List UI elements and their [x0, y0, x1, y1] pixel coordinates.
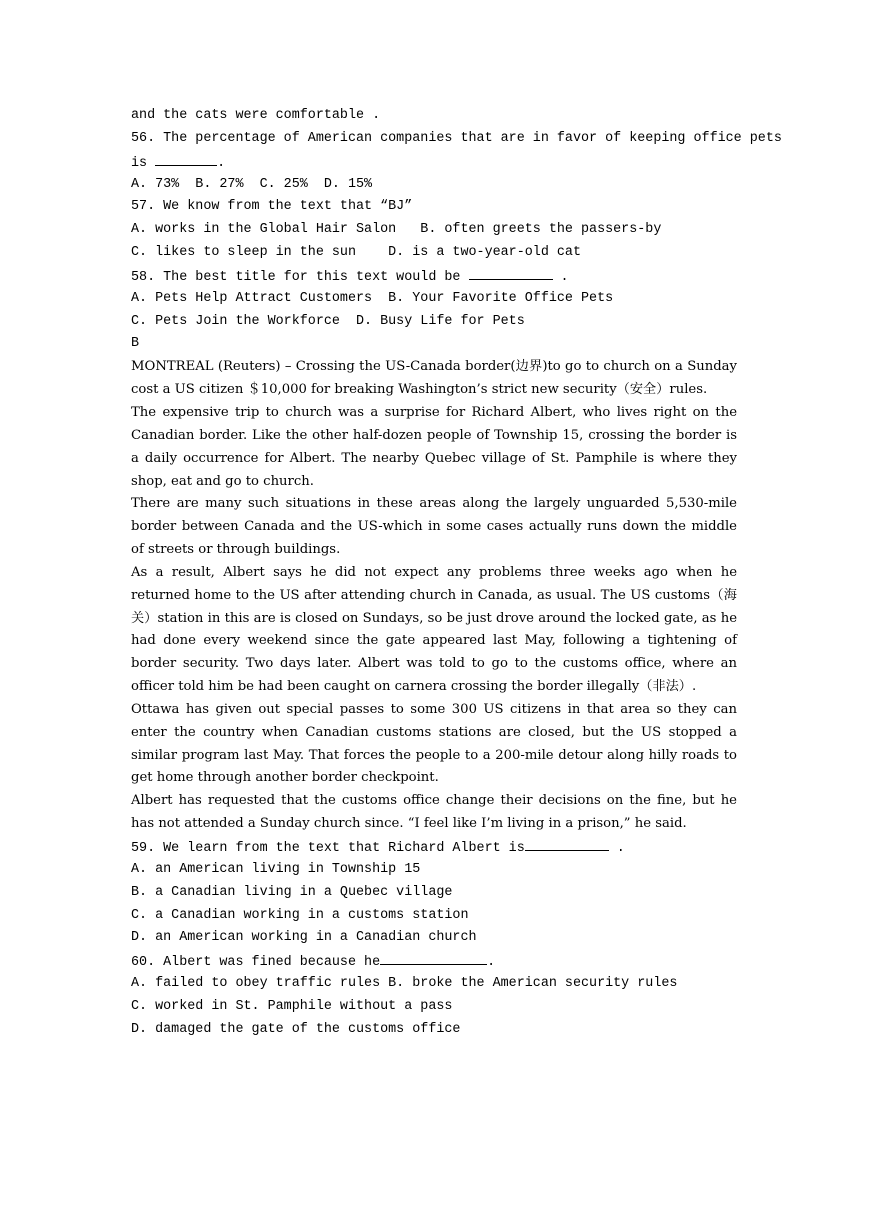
question-56-stem-end: .	[217, 155, 226, 171]
answer-blank-59	[525, 836, 609, 851]
passage-paragraph-4: As a result, Albert says he did not expect any problems three weeks ago when he returned home to the US after attending church in Canada, as usual. The US customs（海关）station in this are is closed on Sundays, so be just drove around the locked gate, as he had done every weekend since the gate appeared last May, following a tightening of border security. Two days later. Albert was told to go to the customs office, where an officer told him be had been caught on carnera crossing the border illegally（非法）.	[131, 564, 737, 695]
question-56-stem-continued	[131, 151, 737, 174]
question-59-stem-end: .	[608, 841, 625, 856]
question-60-stem	[131, 950, 737, 973]
question-60-stem-end: .	[487, 955, 496, 971]
passage-paragraph-2: The expensive trip to church was a surprise for Richard Albert, who lives right on the Canadian border. Like the other half-dozen people of Township 15, crossing the border is a daily occurrence for Albert. The nearby Quebec village of St. Pamphile is where they shop, eat and go to church.	[131, 404, 737, 489]
answer-blank-56	[155, 151, 217, 166]
question-58-stem-end: .	[552, 269, 569, 285]
question-59-option-c: C. a Canadian working in a customs station	[131, 907, 469, 923]
question-56-stem-text: is	[131, 155, 156, 171]
question-58-stem-text: 58. The best title for this text would be	[131, 269, 469, 285]
question-56-options: A. 73% B. 27% C. 25% D. 15%	[131, 176, 373, 192]
answer-blank-58	[469, 265, 553, 280]
passage-paragraph-3: There are many such situations in these areas along the largely unguarded 5,530-mile border between Canada and the US-which in some cases actually runs down the middle of streets or through buildings.	[131, 496, 737, 558]
question-58-options-1: A. Pets Help Attract Customers B. Your Favorite Office Pets	[131, 290, 614, 306]
question-60-option-c: C. worked in St. Pamphile without a pass	[131, 998, 453, 1014]
question-58-options-2: C. Pets Join the Workforce D. Busy Life for Pets	[131, 313, 525, 329]
question-57-stem: 57. We know from the text that “BJ”	[131, 199, 413, 215]
question-60-option-d: D. damaged the gate of the customs office	[131, 1021, 461, 1037]
answer-blank-60	[380, 950, 487, 965]
passage-paragraph-5: Ottawa has given out special passes to some 300 US citizens in that area so they can enter the country when Canadian customs stations are closed, but the US stopped a similar program last May. That forces the people to a 200-mile detour along hilly roads to get home through another border checkpoint.	[131, 701, 737, 786]
question-60-stem-text: 60. Albert was fined because he	[131, 955, 381, 971]
question-59-option-b: B. a Canadian living in a Quebec village	[131, 884, 453, 900]
question-59-option-d: D. an American working in a Canadian church	[131, 930, 477, 946]
document-page	[131, 105, 782, 1042]
question-59-option-a: A. an American living in Township 15	[131, 861, 421, 877]
question-60-option-ab: A. failed to obey traffic rules B. broke the American security rules	[131, 976, 678, 992]
section-heading-b: B	[131, 336, 140, 352]
question-57-options-2: C. likes to sleep in the sun D. is a two-year-old cat	[131, 245, 581, 261]
question-56-stem: 56. The percentage of American companies that are in favor of keeping office pets	[131, 130, 782, 146]
passage-paragraph-6: Albert has requested that the customs office change their decisions on the fine, but he has not attended a Sunday church since. “I feel like I’m living in a prison,” he said.	[131, 793, 737, 832]
passage-paragraph-1: MONTREAL (Reuters) – Crossing the US-Canada border(边界)to go to church on a Sunday cost a US citizen ＄10,000 for breaking Washington’s strict new security（安全）rules.	[131, 359, 737, 398]
question-58-stem	[131, 265, 737, 288]
text-line: and the cats were comfortable .	[131, 108, 381, 123]
question-59-stem	[131, 836, 737, 859]
question-57-options-1: A. works in the Global Hair Salon B. often greets the passers-by	[131, 222, 662, 238]
question-59-stem-text: 59. We learn from the text that Richard Albert is	[131, 841, 525, 856]
